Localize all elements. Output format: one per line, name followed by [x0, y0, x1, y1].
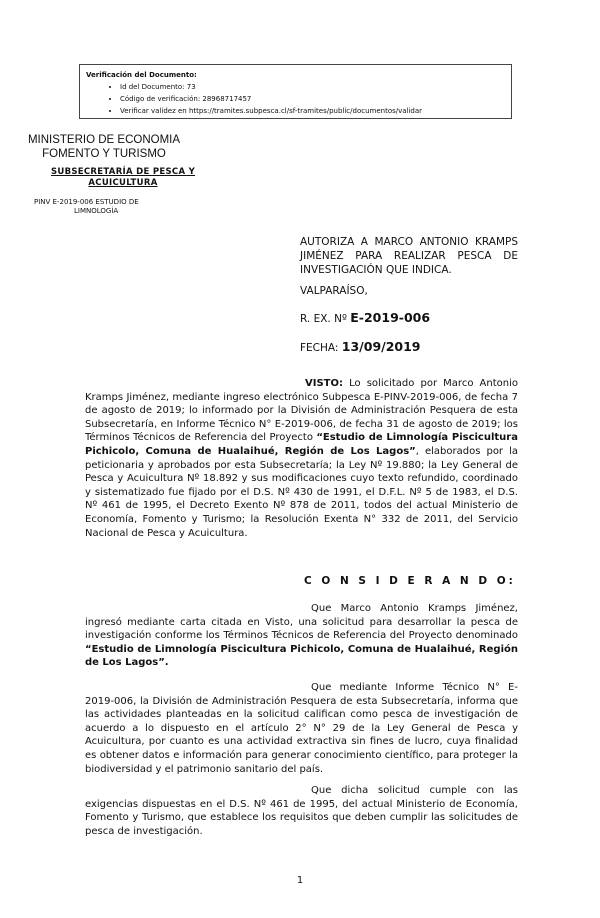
considerando-1-text: Que Marco Antonio Kramps Jiménez, ingresó mediante carta citada en Visto, una solicitud para desarrollar la pesca de investigación conforme los Términos Técnicos de Referencia del Proyecto denominado — [85, 603, 518, 642]
verification-box — [79, 64, 512, 119]
subsecretaria-name — [38, 167, 208, 189]
subsecretaria-line-2: ACUICULTURA — [88, 178, 158, 188]
considerando-2-text: Que mediante Informe Técnico N° E-2019-006, la División de Administración Pesquera de esta Subsecretaría, informa que las actividades planteadas en la solicitud califican como pesca de investigación de acuerdo a lo dispuesto en el artículo 2° N° 29 de la Ley General de Pesca y Acuicultura, por cuanto es una actividad extractiva sin fines de lucro, cuya finalidad es obtener datos e información para generar conocimiento científico, para proteger la biodiversidad y el patrimonio sanitario del país. — [85, 682, 518, 775]
resolution-date — [300, 339, 421, 354]
date-value: 13/09/2019 — [341, 339, 421, 354]
page-number: 1 — [296, 875, 304, 886]
pinv-reference — [34, 198, 204, 216]
resolution-summary: AUTORIZA A MARCO ANTONIO KRAMPS JIMÉNEZ PARA REALIZAR PESCA DE INVESTIGACIÓN QUE INDICA. — [300, 236, 518, 276]
verification-link[interactable]: • Verificar validez en https://tramites.subpesca.cl/sf-tramites/public/documentos/validar — [120, 105, 505, 117]
ministry-line-1: MINISTERIO DE ECONOMIA — [27, 134, 181, 146]
considerando-3-text: Que dicha solicitud cumple con las exigencias dispuestas en el D.S. Nº 461 de 1995, del actual Ministerio de Economía, Fomento y Turismo, que establece los requisitos que deben cumplir las solicitudes de pesca de investigación. — [85, 785, 518, 837]
ministry-name — [20, 133, 188, 161]
verification-title: Verificación del Documento: — [86, 71, 197, 79]
ministry-line-2: FOMENTO Y TURISMO — [42, 148, 166, 160]
document-id: • Id del Documento: 73 — [120, 81, 505, 93]
rex-number: E-2019-006 — [350, 310, 431, 325]
rex-label: R. EX. Nº — [300, 313, 347, 325]
place-label: VALPARAÍSO, — [300, 285, 368, 297]
considerando-paragraph-2 — [85, 681, 518, 776]
considerando-paragraph-1 — [85, 602, 518, 670]
pinv-line-2: LIMNOLOGÍA — [74, 207, 119, 215]
considerando-heading: C O N S I D E R A N D O: — [304, 575, 516, 587]
resolution-number — [300, 310, 430, 325]
visto-text: Lo solicitado por Marco Antonio Kramps Jiménez, mediante ingreso electrónico Subpesca E-PINV-2019-006, de fecha 7 de agosto de 2019; lo informado por la División de Administración Pesquera de esta Subsecretaría, en Informe Técnico N° E-2019-006, de fecha 31 de agosto de 2019; los Términos Técnicos de Referencia del Proyecto — [85, 378, 518, 444]
verification-code: • Código de verificación: 28968717457 — [120, 93, 505, 105]
date-label: FECHA: — [300, 342, 339, 354]
considerando-1-project: “Estudio de Limnología Piscicultura Pichicolo, Comuna de Hualaihué, Región de Los Lagos” — [85, 643, 518, 669]
verification-list — [86, 81, 505, 117]
visto-paragraph — [85, 377, 518, 540]
visto-text-end: , elaborados por la peticionaria y aprobados por esta Subsecretaría; la Ley Nº 19.880; la Ley General de Pesca y Acuicultura Nº 18.892 y sus modificaciones cuyo texto refundido, coordinado y sistematizado fue fijado por el D.S. Nº 430 de 1991, el D.F.L. Nº 5 de 1983, el D.S. Nº 461 de 1995, el Decreto Exento Nº 878 de 2011, todos del actual Ministerio de Economía, Fomento y Turismo; la Resolución Exenta N° 332 de 2011, del Servicio Nacional de Pesca y Acuicultura. — [85, 445, 519, 539]
considerando-paragraph-3 — [85, 784, 518, 838]
pinv-line-1: PINV E-2019-006 ESTUDIO DE — [34, 198, 139, 206]
subsecretaria-line-1: SUBSECRETARÍA DE PESCA Y — [50, 167, 196, 177]
visto-project-name: “Estudio de Limnología Piscicultura Pichicolo, Comuna de Hualaihué, Región de Los Lagos” — [85, 432, 518, 457]
considerando-1-end: . — [164, 657, 169, 669]
visto-label: VISTO: — [305, 378, 343, 389]
